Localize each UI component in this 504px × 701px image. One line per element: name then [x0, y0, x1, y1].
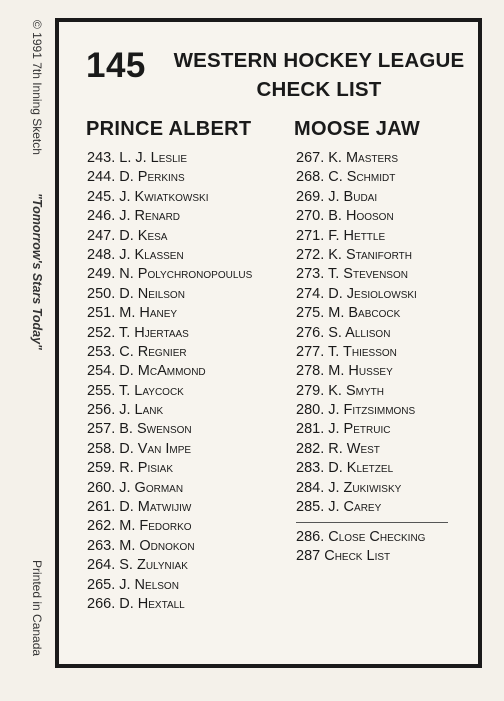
- checklist-entry: 248. J. Klassen: [87, 246, 184, 263]
- card-header: [159, 46, 479, 104]
- header-league: WESTERN HOCKEY LEAGUE: [173, 49, 465, 72]
- checklist-entry: 253. C. Regnier: [87, 343, 187, 360]
- team-title-prince-albert: PRINCE ALBERT: [86, 118, 252, 140]
- checklist-entry: 287 Check List: [296, 548, 391, 565]
- divider: [296, 522, 448, 523]
- checklist-entry: 252. T. Hjertaas: [87, 324, 189, 341]
- header-checklist: CHECK LIST: [256, 78, 382, 101]
- checklist-entry: 247. D. Kesa: [87, 227, 168, 244]
- checklist-entry: 277. T. Thiesson: [296, 343, 397, 360]
- checklist-entry: 244. D. Perkins: [87, 169, 185, 186]
- extras-list: [296, 528, 425, 567]
- checklist-entry: 278. M. Hussey: [296, 363, 393, 380]
- checklist-entry: 255. T. Laycock: [87, 382, 184, 399]
- checklist-entry: 262. M. Fedorko: [87, 518, 192, 535]
- checklist-entry: 284. J. Zukiwisky: [296, 479, 402, 496]
- checklist-entry: 251. M. Haney: [87, 305, 178, 322]
- checklist-entry: 282. R. West: [296, 440, 380, 457]
- printed-in-text: Printed in Canada: [30, 560, 44, 657]
- team-title-moose-jaw: MOOSE JAW: [294, 118, 421, 140]
- card-number: 145: [86, 46, 146, 85]
- checklist-entry: 281. J. Petruic: [296, 421, 391, 438]
- card-frame: [55, 18, 482, 668]
- checklist-entry: 283. D. Kletzel: [296, 460, 394, 477]
- checklist-entry: 243. L. J. Leslie: [87, 150, 188, 166]
- checklist-entry: 261. D. Matwijiw: [87, 499, 192, 516]
- checklist-entry: 259. R. Pisiak: [87, 460, 174, 477]
- checklist-entry: 266. D. Hextall: [87, 595, 185, 612]
- checklist-entry: 258. D. Van Impe: [87, 440, 192, 457]
- checklist-entry: 270. B. Hooson: [296, 208, 394, 225]
- checklist-entry: 268. C. Schmidt: [296, 169, 396, 186]
- moose-jaw-list: [296, 149, 417, 517]
- checklist-entry: 246. J. Renard: [87, 208, 181, 225]
- checklist-entry: 286. Close Checking: [296, 529, 426, 545]
- checklist-entry: 273. T. Stevenson: [296, 266, 408, 283]
- checklist-entry: 269. J. Budai: [296, 188, 378, 205]
- checklist-entry: 254. D. McAmmond: [87, 363, 206, 380]
- checklist-entry: 274. D. Jesiolowski: [296, 285, 417, 302]
- checklist-entry: 271. F. Hettle: [296, 227, 386, 244]
- checklist-entry: 265. J. Nelson: [87, 576, 179, 593]
- checklist-entry: 285. J. Carey: [296, 499, 382, 516]
- checklist-entry: 279. K. Smyth: [296, 382, 384, 399]
- checklist-entry: 263. M. Odnokon: [87, 537, 195, 554]
- prince-albert-list: [87, 149, 252, 614]
- checklist-entry: 267. K. Masters: [296, 150, 399, 166]
- checklist-entry: 272. K. Staniforth: [296, 246, 412, 263]
- checklist-entry: 257. B. Swenson: [87, 421, 192, 438]
- checklist-entry: 256. J. Lank: [87, 402, 164, 419]
- checklist-entry: 276. S. Allison: [296, 324, 391, 341]
- side-margin-text: [0, 0, 50, 701]
- copyright-text: © 1991 7th Inning Sketch: [30, 20, 44, 155]
- slogan-text: "Tomorrow's Stars Today": [30, 193, 44, 350]
- checklist-entry: 264. S. Zulyniak: [87, 557, 188, 574]
- checklist-entry: 245. J. Kwiatkowski: [87, 188, 209, 205]
- checklist-entry: 260. J. Gorman: [87, 479, 184, 496]
- checklist-entry: 275. M. Babcock: [296, 305, 401, 322]
- checklist-entry: 280. J. Fitzsimmons: [296, 402, 416, 419]
- checklist-entry: 249. N. Polychronopoulus: [87, 266, 253, 283]
- checklist-entry: 250. D. Neilson: [87, 285, 185, 302]
